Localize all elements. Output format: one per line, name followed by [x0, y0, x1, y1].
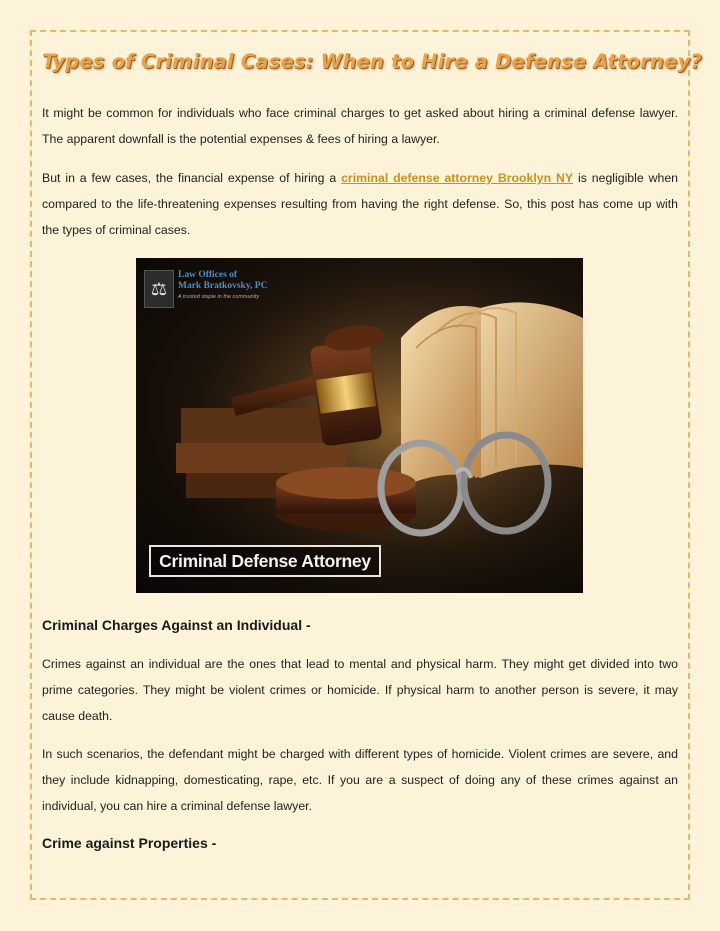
- page-title: Types of Criminal Cases: When to Hire a Defense Attorney?: [42, 50, 702, 73]
- criminal-defense-attorney-link[interactable]: criminal defense attorney Brooklyn NY: [341, 171, 574, 185]
- gavel-books-handcuffs-illustration: [136, 258, 583, 593]
- scales-of-justice-icon: ⚖: [144, 270, 174, 308]
- logo-line-2: Mark Bratkovsky, PC: [178, 281, 268, 291]
- section1-paragraph-2: In such scenarios, the defendant might be charged with different types of homicide. Violent crimes are severe, and they include kidnapping, domesticating, rape, etc. If you are a suspect of doing any of these crimes against an individual, you can hire a criminal defense lawyer.: [42, 747, 678, 813]
- intro-text-before-link: But in a few cases, the financial expense of hiring a: [42, 171, 342, 185]
- intro-paragraph-1: It might be common for individuals who face criminal charges to get asked about hiring a criminal defense lawyer. The apparent downfall is the potential expenses & fees of hiring a lawyer.: [42, 106, 678, 146]
- section-heading-individual: Criminal Charges Against an Individual -: [42, 617, 311, 633]
- image-caption: Criminal Defense Attorney: [149, 545, 381, 577]
- intro-text-after-link: is negligible when compared to the life-threatening expenses resulting from having the right defense. So, this post has come up with the types of criminal cases.: [42, 171, 678, 237]
- logo-line-1: Law Offices of: [178, 270, 238, 280]
- intro-paragraph-2: [42, 165, 678, 243]
- hero-image: [136, 258, 583, 593]
- section-heading-properties: Crime against Properties -: [42, 835, 217, 851]
- law-office-logo-text: [178, 270, 267, 292]
- logo-tagline: A trusted staple in the community: [178, 294, 260, 300]
- section1-paragraph-1: Crimes against an individual are the ones that lead to mental and physical harm. They might get divided into two prime categories. They might be violent crimes or homicide. If physical harm to another person is severe, it may cause death.: [42, 657, 678, 723]
